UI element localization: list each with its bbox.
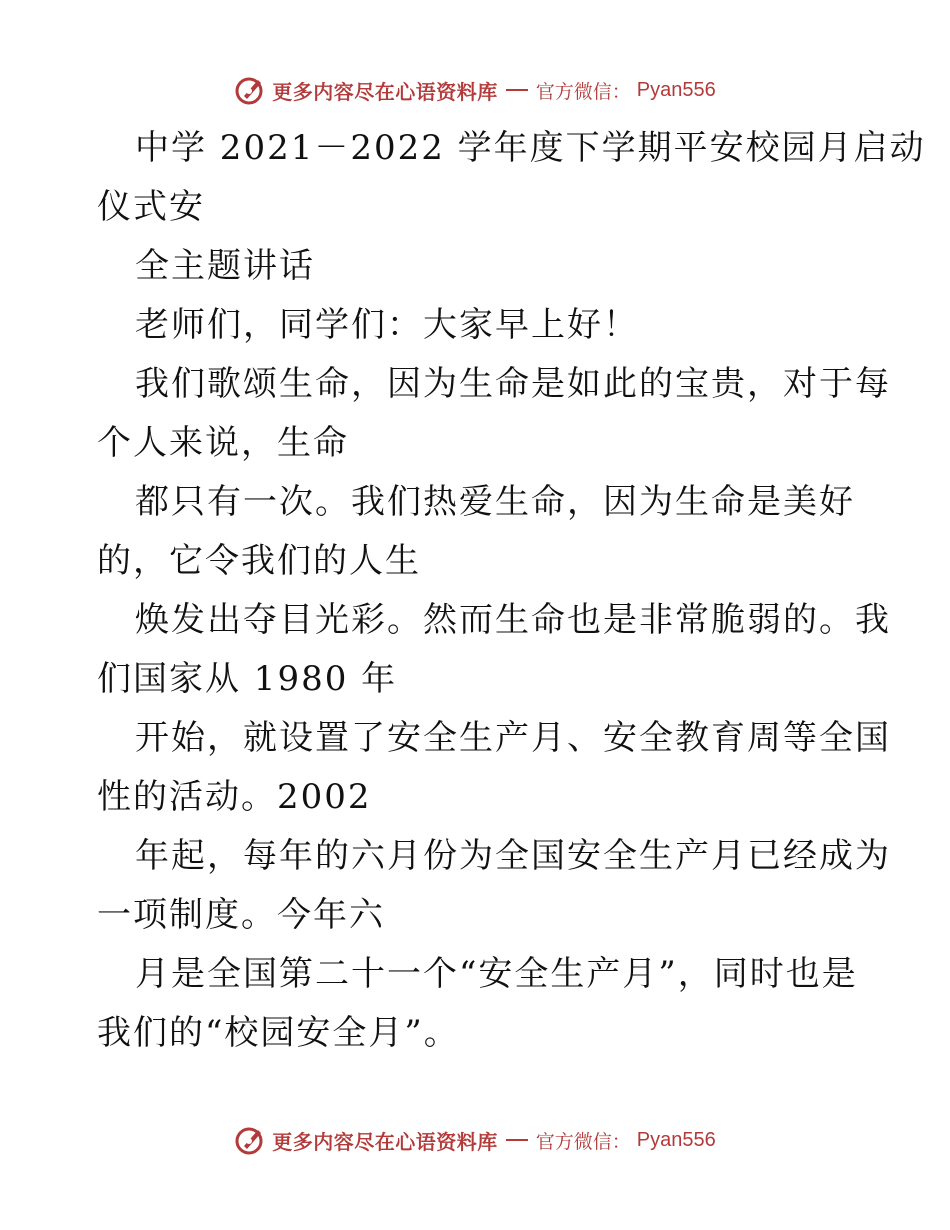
watermark-label: 官方微信： xyxy=(535,1130,631,1153)
text-line: 中学 2021－2022 学年度下学期平安校园月启动 xyxy=(135,128,926,168)
document-body xyxy=(97,119,926,1063)
text-line: 全主题讲话 xyxy=(135,246,315,286)
text-line: 个人来说，生命 xyxy=(97,423,349,463)
text-line: 我们歌颂生命，因为生命是如此的宝贵，对于每 xyxy=(135,364,891,404)
text-line: 都只有一次。我们热爱生命，因为生命是美好 xyxy=(135,482,855,522)
watermark-id: Pyan556 xyxy=(636,78,716,101)
watermark-dash xyxy=(506,89,528,91)
footer-watermark xyxy=(0,1120,950,1160)
text-line: 月是全国第二十一个“安全生产月”，同时也是 xyxy=(135,954,858,994)
text-line: 性的活动。2002 xyxy=(97,777,372,817)
pen-logo-icon xyxy=(234,1124,266,1156)
text-line: 老师们，同学们：大家早上好！ xyxy=(135,305,639,345)
text-line: 我们的“校园安全月”。 xyxy=(97,1013,460,1053)
text-line: 开始，就设置了安全生产月、安全教育周等全国 xyxy=(135,718,891,758)
watermark-label: 官方微信： xyxy=(535,80,631,103)
pen-logo-icon xyxy=(234,74,266,106)
header-watermark xyxy=(0,70,950,110)
watermark-id: Pyan556 xyxy=(636,1128,716,1151)
text-line: 一项制度。今年六 xyxy=(97,895,385,935)
watermark-dash xyxy=(506,1139,528,1141)
text-line: 们国家从 1980 年 xyxy=(97,659,398,699)
watermark-brand: 更多内容尽在心语资料库 xyxy=(272,1129,498,1154)
text-line: 年起，每年的六月份为全国安全生产月已经成为 xyxy=(135,836,891,876)
text-line: 的，它令我们的人生 xyxy=(97,541,421,581)
watermark-brand: 更多内容尽在心语资料库 xyxy=(272,79,498,104)
text-line: 仪式安 xyxy=(97,187,205,227)
text-line: 焕发出夺目光彩。然而生命也是非常脆弱的。我 xyxy=(135,600,891,640)
